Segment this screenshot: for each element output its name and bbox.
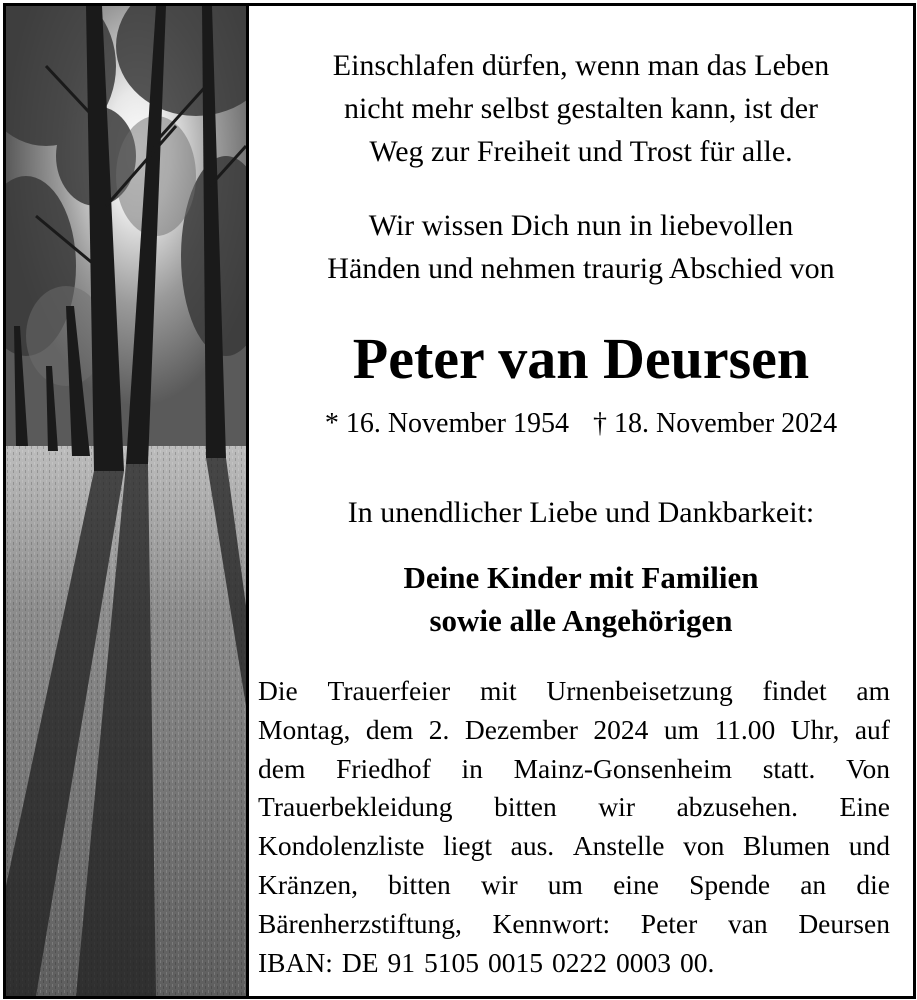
notice-word: Dezember xyxy=(464,713,578,745)
notice-word: 00. xyxy=(680,946,715,978)
thanks-line: In unendlicher Liebe und Dankbarkeit: xyxy=(347,496,815,529)
notice-word: Peter xyxy=(640,907,698,939)
notice-word: 91 xyxy=(387,946,416,978)
notice-line xyxy=(258,866,890,905)
notice-word: bitten xyxy=(388,868,451,900)
notice-word: abzusehen. xyxy=(676,791,798,823)
funeral-notice xyxy=(258,672,890,982)
life-dates xyxy=(249,406,913,442)
notice-word: Blumen xyxy=(742,830,831,862)
mourners xyxy=(249,556,913,642)
notice-line xyxy=(258,672,890,711)
notice-word: an xyxy=(800,868,827,900)
verse-line: Händen und nehmen traurig Abschied von xyxy=(327,252,835,285)
notice-word: um xyxy=(663,713,699,745)
farewell-verse xyxy=(249,204,913,290)
notice-word: Kennwort: xyxy=(492,907,611,939)
notice-word: auf xyxy=(854,713,890,745)
notice-line xyxy=(258,788,890,827)
deceased-name: Peter van Deursen xyxy=(352,326,810,391)
notice-word: am xyxy=(856,675,890,706)
notice-word: aus. xyxy=(510,830,555,862)
notice-word: 0003 xyxy=(616,946,672,978)
notice-word: 2. xyxy=(428,713,450,745)
notice-word: statt. xyxy=(762,752,816,784)
notice-word: Urnenbeisetzung xyxy=(546,675,733,706)
notice-word: liegt xyxy=(443,830,493,862)
notice-word: 11.00 xyxy=(714,713,776,745)
notice-word: Von xyxy=(846,752,890,784)
verse-line: Einschlafen dürfen, wenn man das Leben xyxy=(332,49,830,82)
notice-word: 2024 xyxy=(593,713,649,745)
obituary-text xyxy=(249,6,913,996)
notice-word: in xyxy=(461,752,483,784)
notice-word: 0222 xyxy=(552,946,608,978)
notice-word: wir xyxy=(598,791,635,823)
birth-date: * 16. November 1954 xyxy=(324,408,569,439)
verse-line: Weg zur Freiheit und Trost für alle. xyxy=(369,135,793,168)
notice-word: Die xyxy=(258,675,298,706)
notice-word: und xyxy=(848,830,890,862)
notice-word: 0015 xyxy=(488,946,544,978)
notice-word: mit xyxy=(479,675,517,706)
notice-line xyxy=(258,827,890,866)
death-date: † 18. November 2024 xyxy=(593,408,838,439)
notice-word: Mainz-Gonsenheim xyxy=(513,752,732,784)
notice-line xyxy=(258,905,890,944)
notice-word: DE xyxy=(341,946,379,978)
notice-word: wir xyxy=(480,868,518,900)
notice-word: van xyxy=(727,907,768,939)
notice-word: Bärenherzstiftung, xyxy=(258,907,462,939)
notice-word: dem xyxy=(258,752,306,784)
notice-word: Anstelle xyxy=(572,830,665,862)
notice-line xyxy=(258,711,890,750)
notice-word: Trauerbekleidung xyxy=(258,791,453,823)
notice-word: Deursen xyxy=(798,907,890,939)
notice-word: IBAN: xyxy=(258,946,333,978)
notice-word: die xyxy=(856,868,890,900)
notice-line xyxy=(258,750,890,789)
mourners-line: Deine Kinder mit Familien xyxy=(403,560,759,595)
notice-word: 5105 xyxy=(424,946,480,978)
mourners-line: sowie alle Angehörigen xyxy=(429,603,733,638)
notice-word: Friedhof xyxy=(336,752,431,784)
notice-word: Montag, xyxy=(258,713,351,745)
opening-verse xyxy=(249,44,913,173)
notice-word: Trauerfeier xyxy=(327,675,451,706)
notice-word: Kondolenzliste xyxy=(258,830,425,862)
verse-line: Wir wissen Dich nun in liebevollen xyxy=(368,209,794,242)
notice-line xyxy=(258,944,890,983)
notice-word: Uhr, xyxy=(790,713,840,745)
notice-word: dem xyxy=(365,713,414,745)
tree-park-photo xyxy=(6,6,249,996)
verse-line: nicht mehr selbst gestalten kann, ist der xyxy=(343,92,819,125)
notice-word: von xyxy=(683,830,725,862)
notice-word: bitten xyxy=(494,791,557,823)
notice-word: um xyxy=(547,868,583,900)
notice-word: Spende xyxy=(689,868,771,900)
notice-word: eine xyxy=(613,868,659,900)
notice-word: findet xyxy=(762,675,827,706)
sunlit-trees-image xyxy=(6,6,246,996)
obituary-card xyxy=(3,3,916,999)
notice-word: Eine xyxy=(839,791,890,823)
notice-word: Kränzen, xyxy=(258,868,359,900)
